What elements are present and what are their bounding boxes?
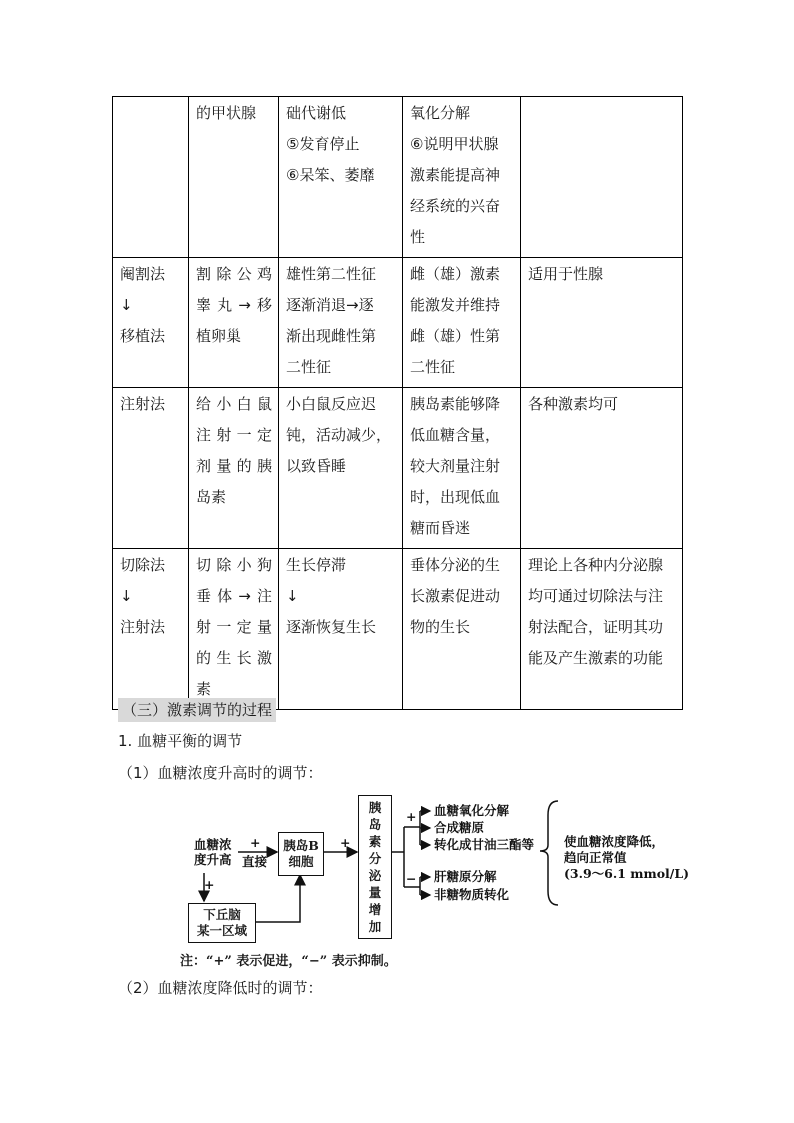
cell-line: 础代谢低 <box>286 104 347 122</box>
cell-line: 激素能提高神 <box>410 166 501 184</box>
result-line-2: 趋向正常值 <box>564 850 627 865</box>
cell-line: 射一定量 <box>196 618 272 636</box>
insulin-box-char: 泌 <box>368 868 382 883</box>
effect-plus-1: 血糖氧化分解 <box>434 803 510 818</box>
insulin-box-char: 量 <box>368 885 382 900</box>
cell-line: 素 <box>196 680 212 698</box>
experiment-table <box>112 96 683 710</box>
bcell-box: 胰岛B 细胞 <box>278 832 324 876</box>
cell-line: 的生长激 <box>196 649 272 667</box>
cell-line: 逐渐恢复生长 <box>286 618 377 636</box>
table-cell <box>113 97 189 258</box>
table-cell <box>189 258 279 388</box>
cell-line: ⑥说明甲状腺 <box>410 135 499 153</box>
effect-minus-2: 非糖物质转化 <box>434 887 510 902</box>
table-cell <box>279 97 403 258</box>
table-cell <box>521 549 683 710</box>
table-row <box>113 388 683 549</box>
cell-line: 植卵巢 <box>196 327 242 345</box>
cell-line: 糖而昏迷 <box>410 519 471 537</box>
hypothalamus-box: 下丘脑 某一区域 <box>188 903 256 943</box>
table-row <box>113 258 683 388</box>
table-cell <box>403 258 521 388</box>
effect-minus-1: 肝糖原分解 <box>434 869 497 884</box>
paragraph-low-sugar: （2）血糖浓度降低时的调节： <box>118 979 323 997</box>
table-cell <box>521 258 683 388</box>
cell-line: 阉割法 <box>120 265 166 283</box>
minus-group: − <box>406 871 417 886</box>
cell-line: ↓ <box>286 587 299 605</box>
cell-line: 二性征 <box>410 358 456 376</box>
result-line-3: (3.9～6.1 mmol/L) <box>564 866 690 881</box>
insulin-box-char: 分 <box>368 851 382 866</box>
cell-line: 小白鼠反应迟 <box>286 395 377 413</box>
table-cell <box>279 258 403 388</box>
cell-line: 的甲状腺 <box>196 104 257 122</box>
table-cell <box>403 388 521 549</box>
table-cell <box>113 388 189 549</box>
cell-line: 各种激素均可 <box>528 395 619 413</box>
cell-line: 垂体分泌的生 <box>410 556 501 574</box>
cell-line: 适用于性腺 <box>528 265 604 283</box>
table-cell <box>113 549 189 710</box>
cell-line: 移植法 <box>120 327 166 345</box>
cell-line: 注射一定 <box>196 426 272 444</box>
direct-label: 直接 <box>242 854 268 869</box>
diagram-connectors <box>180 795 680 975</box>
cell-line: 物的生长 <box>410 618 471 636</box>
cell-line: 能激发并维持 <box>410 296 501 314</box>
insulin-secretion-box <box>358 795 392 939</box>
cell-line: 注射法 <box>120 395 166 413</box>
cell-line: 给小白鼠 <box>196 395 272 413</box>
cell-line: 二性征 <box>286 358 332 376</box>
cell-line: 睾丸→移 <box>196 296 272 314</box>
table-cell <box>279 388 403 549</box>
cell-line: 雌（雄）性第 <box>410 327 501 345</box>
cell-line: ↓ <box>120 296 133 314</box>
table-row <box>113 97 683 258</box>
result-line-1: 使血糖浓度降低， <box>564 834 665 849</box>
table-cell <box>403 97 521 258</box>
cell-line: 垂体→注 <box>196 587 272 605</box>
cell-line: 长激素促进动 <box>410 587 501 605</box>
effect-plus-3: 转化成甘油三酯等 <box>434 837 535 852</box>
cell-line: ⑤发育停止 <box>286 135 360 153</box>
cell-line: 氧化分解 <box>410 104 471 122</box>
cell-line: 岛素 <box>196 488 227 506</box>
diagram-note: 注：“+” 表示促进，“−” 表示抑制。 <box>180 954 397 969</box>
cell-line: ⑥呆笨、萎靡 <box>286 166 375 184</box>
table-cell <box>521 97 683 258</box>
cell-line: 钝，活动减少， <box>286 426 392 444</box>
cell-line: ↓ <box>120 587 133 605</box>
cell-line: 较大剂量注射 <box>410 457 501 475</box>
cell-line: 性 <box>410 228 426 246</box>
table-cell <box>189 549 279 710</box>
brace <box>540 801 558 905</box>
plus-to-insulin: + <box>340 835 351 850</box>
cell-line: 能及产生激素的功能 <box>528 649 664 667</box>
arrow-hypothalamus-to-bcell <box>256 875 300 922</box>
start-label: 血糖浓 度升高 <box>194 837 232 867</box>
table-cell <box>189 388 279 549</box>
insulin-box-char: 素 <box>368 834 382 849</box>
cell-line: 均可通过切除法与注 <box>528 587 664 605</box>
cell-line: 切除法 <box>120 556 166 574</box>
table-cell <box>521 388 683 549</box>
plus-group: + <box>406 809 417 824</box>
paragraph-high-sugar: （1）血糖浓度升高时的调节： <box>118 764 323 782</box>
cell-line: 射法配合，证明其功 <box>528 618 664 636</box>
table-cell <box>403 549 521 710</box>
cell-line: 割除公鸡 <box>196 265 272 283</box>
table-cell <box>189 97 279 258</box>
insulin-box-char: 加 <box>368 919 382 934</box>
plus-down: + <box>204 877 215 892</box>
insulin-box-char: 胰 <box>368 800 382 815</box>
cell-line: 生长停滞 <box>286 556 347 574</box>
plus-direct: + <box>250 835 261 850</box>
cell-line: 经系统的兴奋 <box>410 197 501 215</box>
paragraph-blood-sugar: 1. 血糖平衡的调节 <box>118 732 243 750</box>
insulin-box-char: 增 <box>368 902 382 917</box>
cell-line: 逐渐消退→逐 <box>286 296 374 314</box>
cell-line: 雌（雄）激素 <box>410 265 501 283</box>
insulin-box-char: 岛 <box>368 817 382 832</box>
cell-line: 注射法 <box>120 618 166 636</box>
section-heading: （三）激素调节的过程 <box>118 698 276 722</box>
cell-line: 胰岛素能够降 <box>410 395 501 413</box>
cell-line: 剂量的胰 <box>196 457 272 475</box>
table-row <box>113 549 683 710</box>
cell-line: 渐出现雌性第 <box>286 327 377 345</box>
cell-line: 理论上各种内分泌腺 <box>528 556 664 574</box>
cell-line: 低血糖含量， <box>410 426 501 444</box>
cell-line: 雄性第二性征 <box>286 265 377 283</box>
regulation-diagram <box>180 795 690 975</box>
cell-line: 切除小狗 <box>196 556 272 574</box>
table-cell <box>113 258 189 388</box>
effect-plus-2: 合成糖原 <box>434 820 485 835</box>
cell-line: 时，出现低血 <box>410 488 501 506</box>
cell-line: 以致昏睡 <box>286 457 347 475</box>
table-cell <box>279 549 403 710</box>
